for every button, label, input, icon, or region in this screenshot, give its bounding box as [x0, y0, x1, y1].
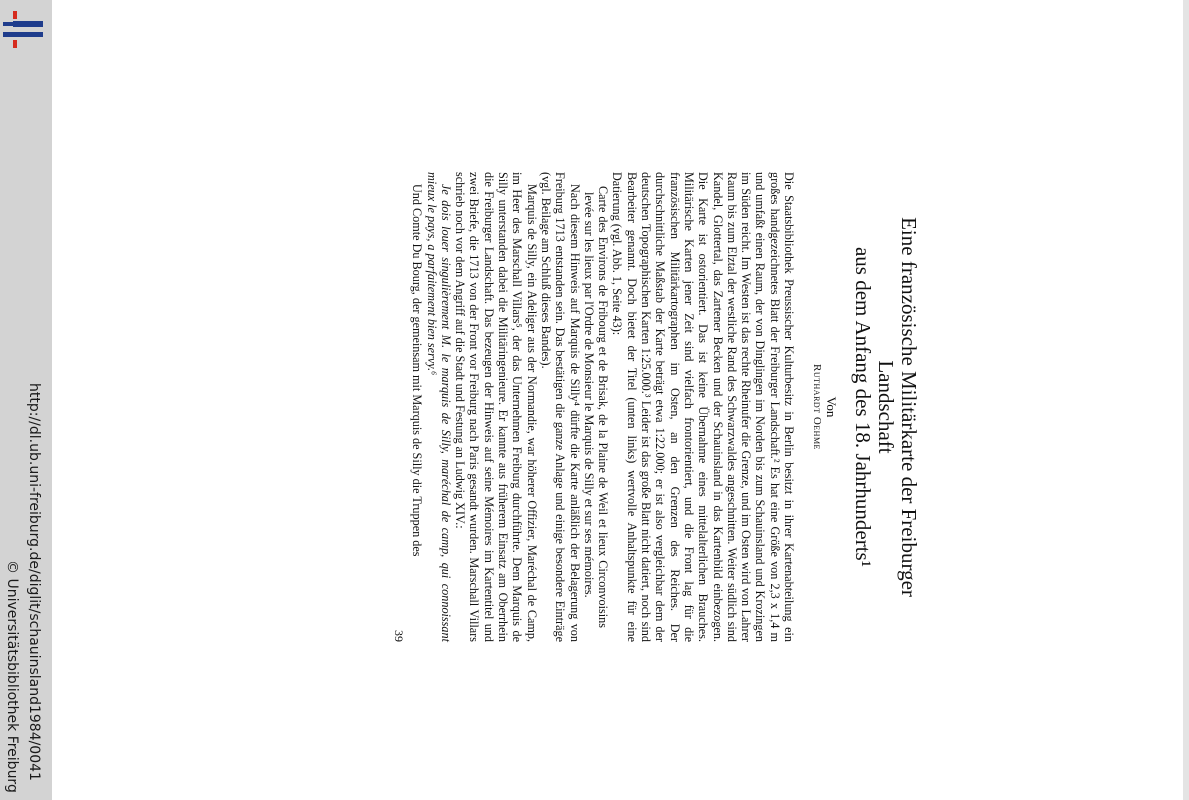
- page-number: 39: [391, 630, 406, 642]
- paragraph-2: Nach diesem Hinweis auf Marquis de Silly⁴ dürfte die Karte anläßlich der Belagerung von Freiburg 1713 entstanden sein. Das bestätigen die ganze Anlage und einige besondere Einträge (vgl. Beilage am Schluß dieses Bandes).: [538, 172, 582, 642]
- viewer-sidebar: [0, 0, 52, 800]
- paragraph-1: Die Staatsbibliothek Preussischer Kulturbesitz in Berlin besitzt in ihrer Kartenabteilung ein großes handgezeichnetes Blatt der Freiburger Landschaft.² Es hat eine Größe von 2,3 x 1,4 m und umfaßt einen Raum, der von Dinglingen im Norden bis zum Schauinsland und Krozingen im Süden reicht. Im Westen ist das rechte Rheinufer die Grenze, und im Osten wird von Lahrer Raum bis zum Elztal der westliche Rand des Schwarzwaldes angeschnitten. Weiter südlich sind Kandel, Glottertal, das Zartener Becken und der Schauinsland in das Kartenbild einbezogen. Die Karte ist ostorientiert. Das ist keine Übernahme eines mittelalterlichen Brauches. Militärische Karten jener Zeit sind vielfach frontorientiert, und die Front lag für die französischen Militärkartographen im Osten, an den Grenzen des Reiches. Der durchschnittliche Maßstab der Karte beträgt etwa 1:22.000; er ist also vergleichbar dem der deutschen Topographischen Karten 1:25.000.³ Leider ist das große Blatt nicht datiert, noch sind Bearbeiter genannt. Doch bietet der Titel (unten links) wertvolle Anhaltspunkte für eine Datierung (vgl. Abb. 1, Seite 43):: [610, 172, 796, 642]
- article-body: [410, 172, 796, 642]
- document-page: [280, 172, 920, 642]
- byline-von: Von: [824, 396, 839, 418]
- paragraph-4: Und Comte Du Bourg, der gemeinsam mit Marquis de Silly die Truppen des: [410, 184, 425, 557]
- title-line-2: aus dem Anfang des 18. Jahrhunderts¹: [851, 246, 875, 568]
- author-name: Ruthardt Oehme: [811, 364, 823, 450]
- copyright-notice: © Universitätsbibliothek Freiburg: [4, 560, 20, 793]
- source-url[interactable]: http://dl.ub.uni-freiburg.de/diglit/schauinsland1984/0041: [26, 383, 42, 781]
- villars-quote: Je dois louer singulièrement M. le marquis de Silly, maréchal de camp, qui connoissant mieux le pays, a parfaitement bien servy.⁶: [424, 172, 453, 642]
- map-title-quote: Carte des Environs de Fribourg et de Brisak, de la Plaine de Weil et lieux Circonvoisins levée sur les lieux par l'Ordre de Monsieur le Marquis de Silly et sur ses mémoires.: [581, 186, 611, 628]
- title-line-1: Eine französische Militärkarte der Freiburger Landschaft: [874, 217, 921, 597]
- scrollbar-edge: [1183, 0, 1189, 800]
- ub-freiburg-logo: [0, 8, 46, 52]
- paragraph-3: Marquis de Silly, ein Adeliger aus der Normandie, war höherer Offizier, Maréchal de Camp, im Heer des Marschall Villars⁵, der das Unternehmen Freiburg durchführte. Dem Marquis de Silly unterstanden dabei die Militäringenieure. Er kannte aus früherem Einsatz am Oberrhein die Freiburger Landschaft. Das bezeugen der Hinweis auf seine Mémoires im Kartentitel und zwei Briefe, die 1713 von der Front vor Freiburg nach Paris gesandt wurden. Marschall Villars schrieb noch vor dem Angriff auf die Stadt und Festung an Ludwig XIV.:: [453, 172, 539, 642]
- article-title: [851, 172, 920, 642]
